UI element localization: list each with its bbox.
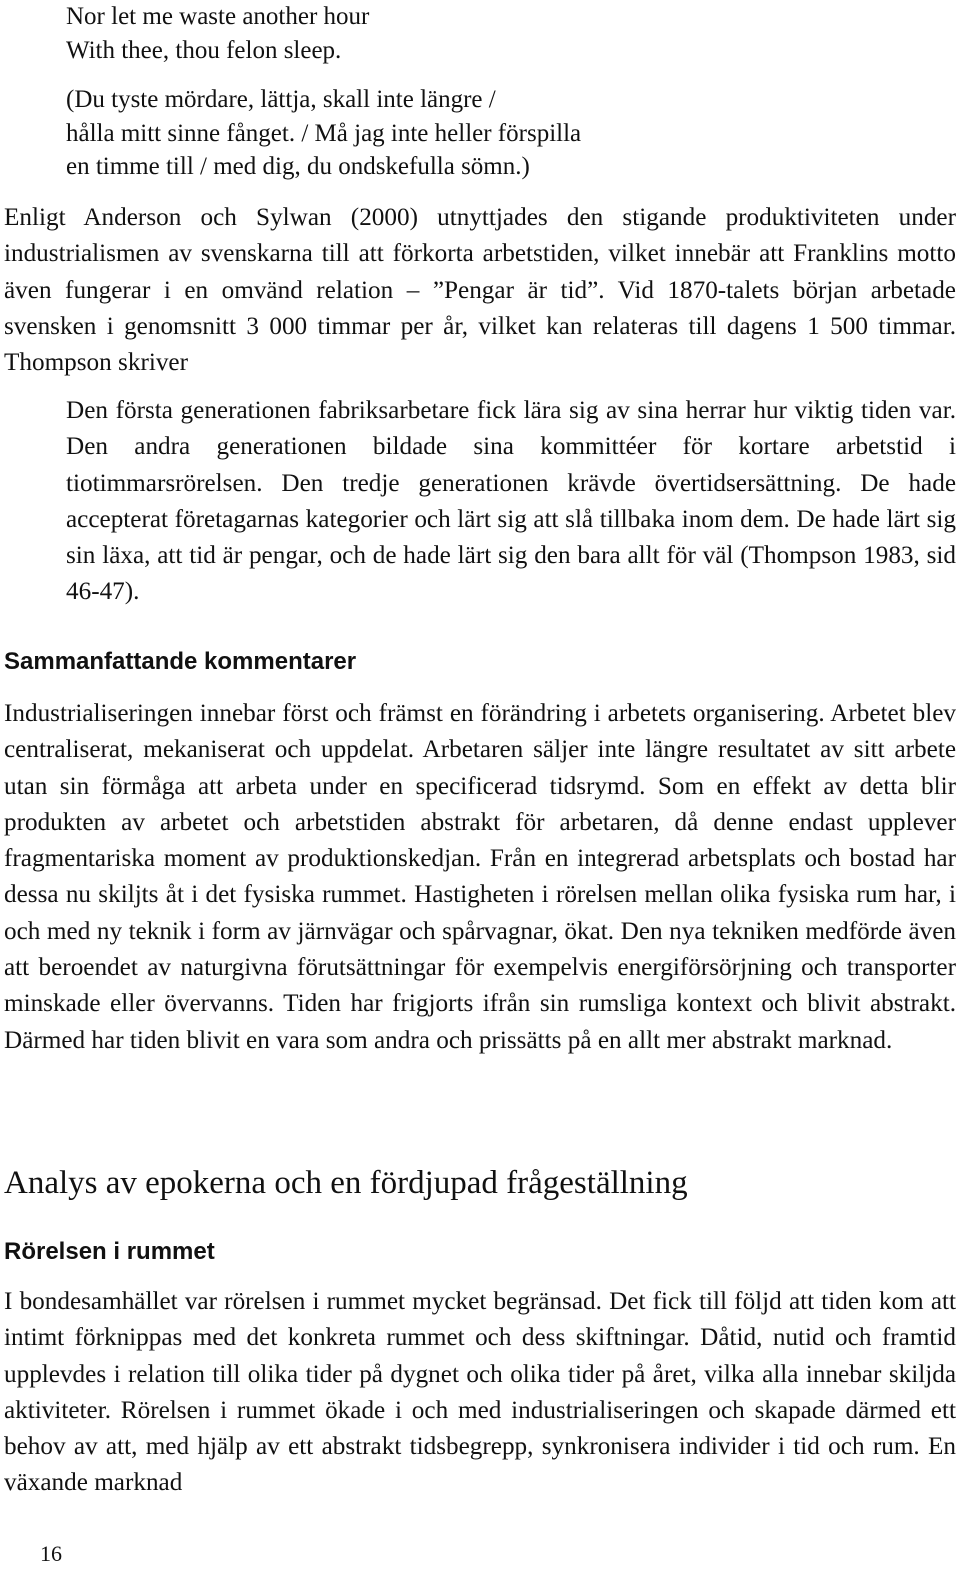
poem-line: With thee, thou felon sleep. (66, 36, 342, 64)
block-quote: Den första generationen fabriksarbetare fick lära sig av sina herrar hur viktig tiden var. Den andra generationen bildade sina kommittéer för kortare arbetstid i tiotimmarsrörelsen. Den tredje generationen krävde övertidsersättning. De hade accepterat företagarnas kategorier och lärt sig att slå tillbaka inom dem. De hade lärt sig sin läxa, att tid är pengar, och de hade lärt sig den bara allt för väl (Thompson 1983, sid 46-47). (66, 397, 956, 606)
poem-translation-line: hålla mitt sinne fånget. / Må jag inte heller förspilla (66, 119, 582, 147)
poem-translation-line: en timme till / med dig, du ondskefulla sömn.) (66, 153, 530, 180)
chapter-heading: Analys av epokerna och en fördjupad frågeställning (4, 1165, 688, 1201)
poem-translation-line: (Du tyste mördare, lättja, skall inte längre / (66, 86, 496, 113)
body-paragraph: Industrialiseringen innebar först och främst en förändring i arbetets organisering. Arbetet blev centraliserat, mekaniserat och uppdelat. Arbetaren säljer inte längre resultatet av sitt arbete utan sin förmåga att arbeta under en specificerad tidsrymd. Som en effekt av detta blir produkten av arbetet och arbetstiden abstrakt för arbetaren, då denne endast upplever fragmentariska moment av produktionskedjan. Från en integrerad arbetsplats och bostad har dessa nu skiljts åt i det fysiska rummet. Hastigheten i rörelsen mellan olika fysiska rum har, i och med ny teknik i form av järnvägar och spårvagnar, ökat. Den nya tekniken medförde även att beroendet av naturgivna förutsättningar för exempelvis energiförsörjning och transporter minskade eller övervanns. Tiden har frigjorts ifrån sin rumsliga kontext och blivit abstrakt. Därmed har tiden blivit en vara som andra och prissätts på en allt mer abstrakt marknad. (4, 700, 956, 1054)
subsection-heading: Rörelsen i rummet (4, 1238, 215, 1265)
page-number: 16 (40, 1541, 62, 1566)
poem-quote (66, 0, 926, 184)
body-paragraph: Enligt Anderson och Sylwan (2000) utnyttjades den stigande produktiviteten under industrialismen av svenskarna till att förkorta arbetstiden, vilket innebär att Franklins motto även fungerar i en omvänd relation – ”Pengar är tid”. Vid 1870-talets början arbetade svensken i genomsnitt 3 000 timmar per år, vilket kan relateras till dagens 1 500 timmar. Thompson skriver (4, 204, 956, 377)
section-heading: Sammanfattande kommentarer (4, 648, 357, 675)
poem-line: Nor let me waste another hour (66, 3, 370, 30)
body-paragraph: I bondesamhället var rörelsen i rummet mycket begränsad. Det fick till följd att tiden kom att intimt förknippas med det konkreta rummet och dess skiftningar. Dåtid, nutid och framtid upplevdes i relation till olika tider på dygnet och olika tider på året, vilka alla innebar skiljda aktiviteter. Rörelsen i rummet ökade i och med industrialiseringen och skapade därmed ett behov av att, med hjälp av ett abstrakt tidsbegrepp, synkronisera individer i tid och rum. En växande marknad (4, 1288, 956, 1497)
